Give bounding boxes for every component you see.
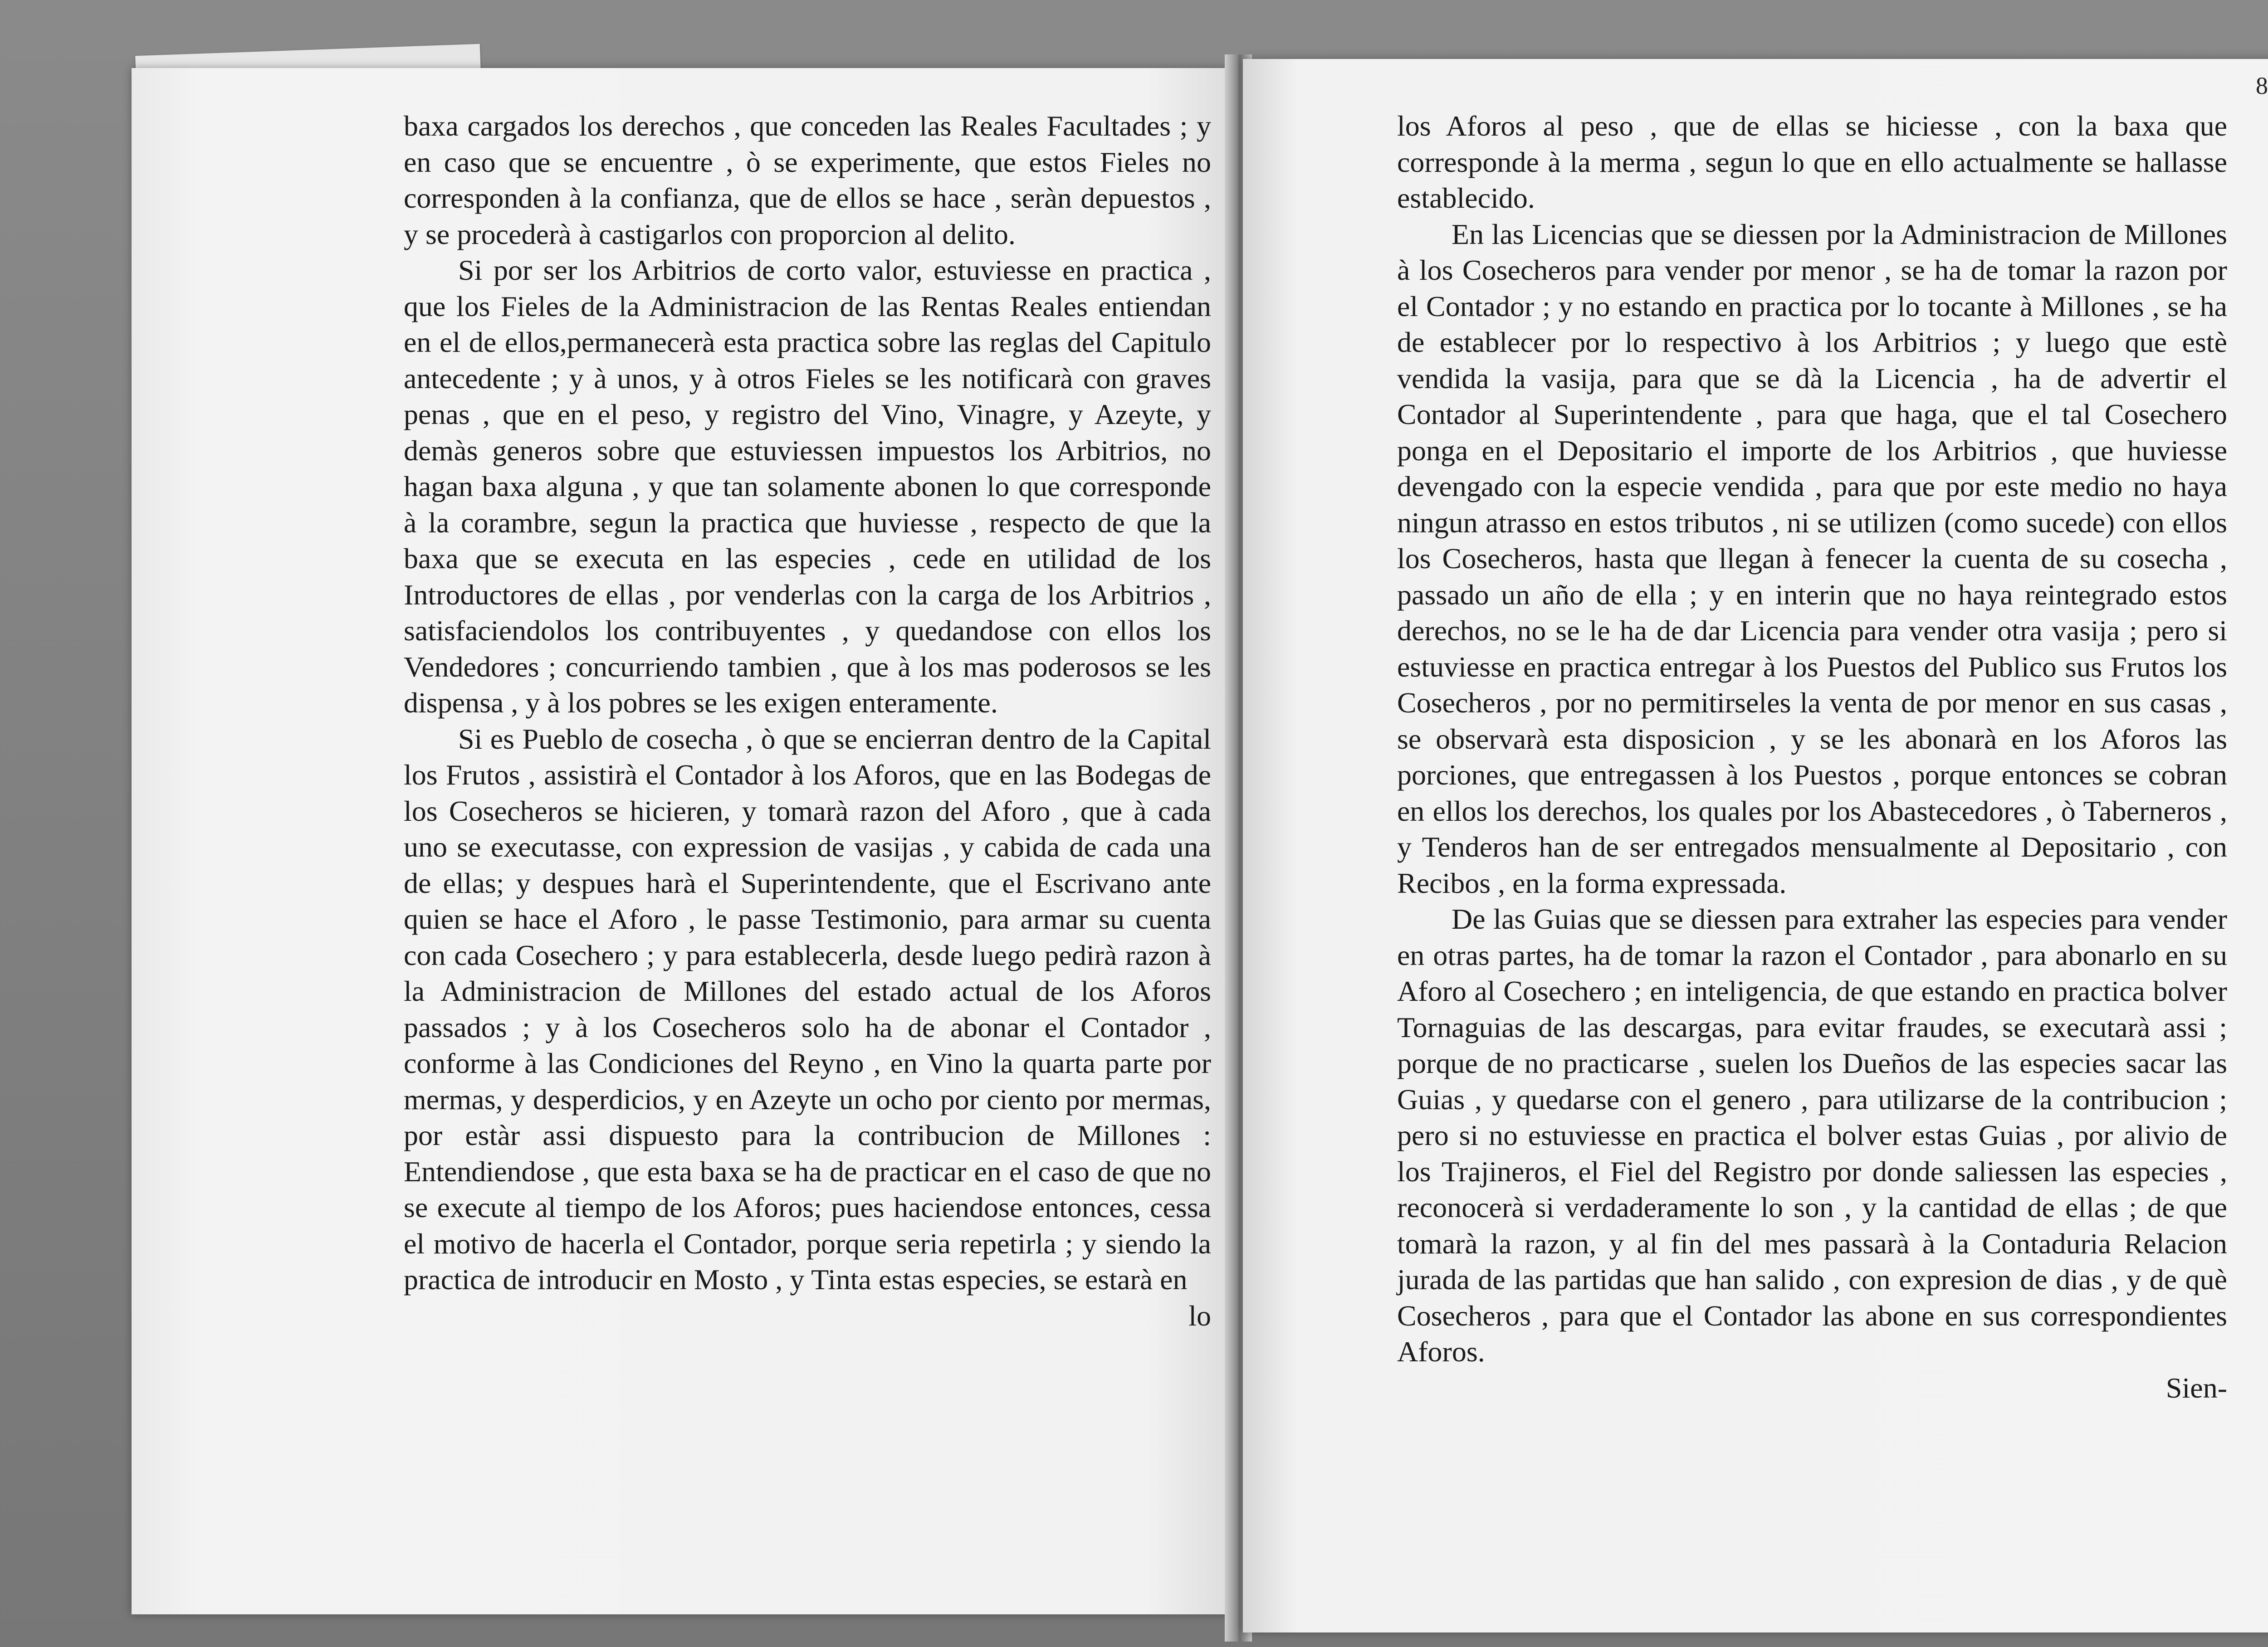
right-paragraph-1: los Aforos al peso , que de ellas se hiciesse , con la baxa que corresponde à la merma , segun lo que en ello actualmente se hallasse establecido. — [1397, 110, 2227, 214]
right-page — [1243, 59, 2268, 1632]
page-number: 8 — [2256, 72, 2268, 99]
right-catchword: Sien- — [2165, 1371, 2227, 1404]
left-paragraph-3: Si es Pueblo de cosecha , ò que se encierran dentro de la Capital los Frutos , assistirà el Contador à los Aforos, que en las Bodegas de los Cosecheros se hicieren, y tomarà razon del Aforo , que à cada uno se executasse, con expression de vasijas , y cabida de cada una de ellas; y despues harà el Superintendente, que el Escrivano ante quien se hace el Aforo , le passe Testimonio, para armar su cuenta con cada Cosechero ; y para establecerla, desde luego pedirà razon à la Administracion de Millones del estado actual de los Aforos passados ; y à los Cosecheros solo ha de abonar el Contador , conforme à las Condiciones del Reyno , en Vino la quarta parte por mermas, y desperdicios, y en Azeyte un ocho por ciento por mermas, por estàr assi dispuesto para la contribucion de Millones : Entendiendose , que esta baxa se ha de practicar en el caso de que no se execute al tiempo de los Aforos; pues haciendose entonces, cessa el motivo de hacerla el Contador, porque seria repetirla ; y siendo la practica de introducir en Mosto , y Tinta estas especies, se estarà en — [404, 722, 1211, 1296]
left-text-column — [404, 108, 1211, 1334]
right-paragraph-3: De las Guias que se diessen para extraher las especies para vender en otras partes, ha de tomar la razon el Contador , para abonarlo en su Aforo al Cosechero ; en inteligencia, de que estando en practica bolver Tornaguias de las descargas, para evitar fraudes, se executarà assi ; porque de no practicarse , suelen los Dueños de las especies sacar las Guias , y quedarse con el genero , para utilizarse de la contribucion ; pero si no estuviesse en practica el bolver estas Guias , por alivio de los Trajineros, el Fiel del Registro por donde saliessen las especies , reconocerà si verdaderamente lo son , y la cantidad de ellas ; de que tomarà la razon, y al fin del mes passarà à la Contaduria Relacion jurada de las partidas que han salido , con expresion de dias , y de què Cosecheros , para que el Contador las abone en sus correspondientes Aforos. — [1397, 903, 2227, 1368]
left-paragraph-2: Si por ser los Arbitrios de corto valor, estuviesse en practica , que los Fieles de la Administracion de las Rentas Reales entiendan en el de ellos,permanecerà esta practica sobre las reglas del Capitulo antecedente ; y à unos, y à otros Fieles se les notificarà con graves penas , que en el peso, y registro del Vino, Vinagre, y Azeyte, y demàs generos sobre que estuviessen impuestos los Arbitrios, no hagan baxa alguna , y que tan solamente abonen lo que corresponde à la corambre, segun la practica que huviesse , respecto de que la baxa que se executa en las especies , cede en utilidad de los Introductores de ellas , por venderlas con la carga de los Arbitrios , satisfaciendolos los contribuyentes , y quedandose con ellos los Vendedores ; concurriendo tambien , que à los mas poderosos se les dispensa , y à los pobres se les exigen enteramente. — [404, 254, 1211, 719]
left-catchword: lo — [1188, 1299, 1211, 1332]
left-page — [132, 68, 1234, 1614]
right-paragraph-2: En las Licencias que se diessen por la Administracion de Millones à los Cosecheros para vender por menor , se ha de tomar la razon por el Contador ; y no estando en practica por lo tocante à Millones , se ha de establecer por lo respectivo à los Arbitrios ; y luego que estè vendida la vasija, para que se dà la Licencia , ha de advertir el Contador al Superintendente , para que haga, que el tal Cosechero ponga en el Depositario el importe de los Arbitrios , que huviesse devengado con la especie vendida , para que por este medio no haya ningun atrasso en estos tributos , ni se utilizen (como sucede) con ellos los Cosecheros, hasta que llegan à fenecer la cuenta de su cosecha , passado un año de ella ; y en interin que no haya reintegrado estos derechos, no se le ha de dar Licencia para vender otra vasija ; pero si estuviesse en practica entregar à los Puestos del Publico sus Frutos los Cosecheros , por no permitirseles la venta de por menor en sus casas , se observarà esta disposicion , y se les abonarà en los Aforos las porciones, que entregassen à los Puestos , porque entonces se cobran en ellos los derechos, los quales por los Abastecedores , ò Taberneros , y Tenderos han de ser entregados mensualmente al Depositario , con Recibos , en la forma expressada. — [1397, 218, 2227, 899]
left-paragraph-1: baxa cargados los derechos , que conceden las Reales Facultades ; y en caso que se encuentre , ò se experimente, que estos Fieles no corresponden à la confianza, que de ellos se hace , seràn depuestos , y se procederà à castigarlos con proporcion al delito. — [404, 110, 1211, 250]
right-text-column — [1397, 108, 2227, 1406]
